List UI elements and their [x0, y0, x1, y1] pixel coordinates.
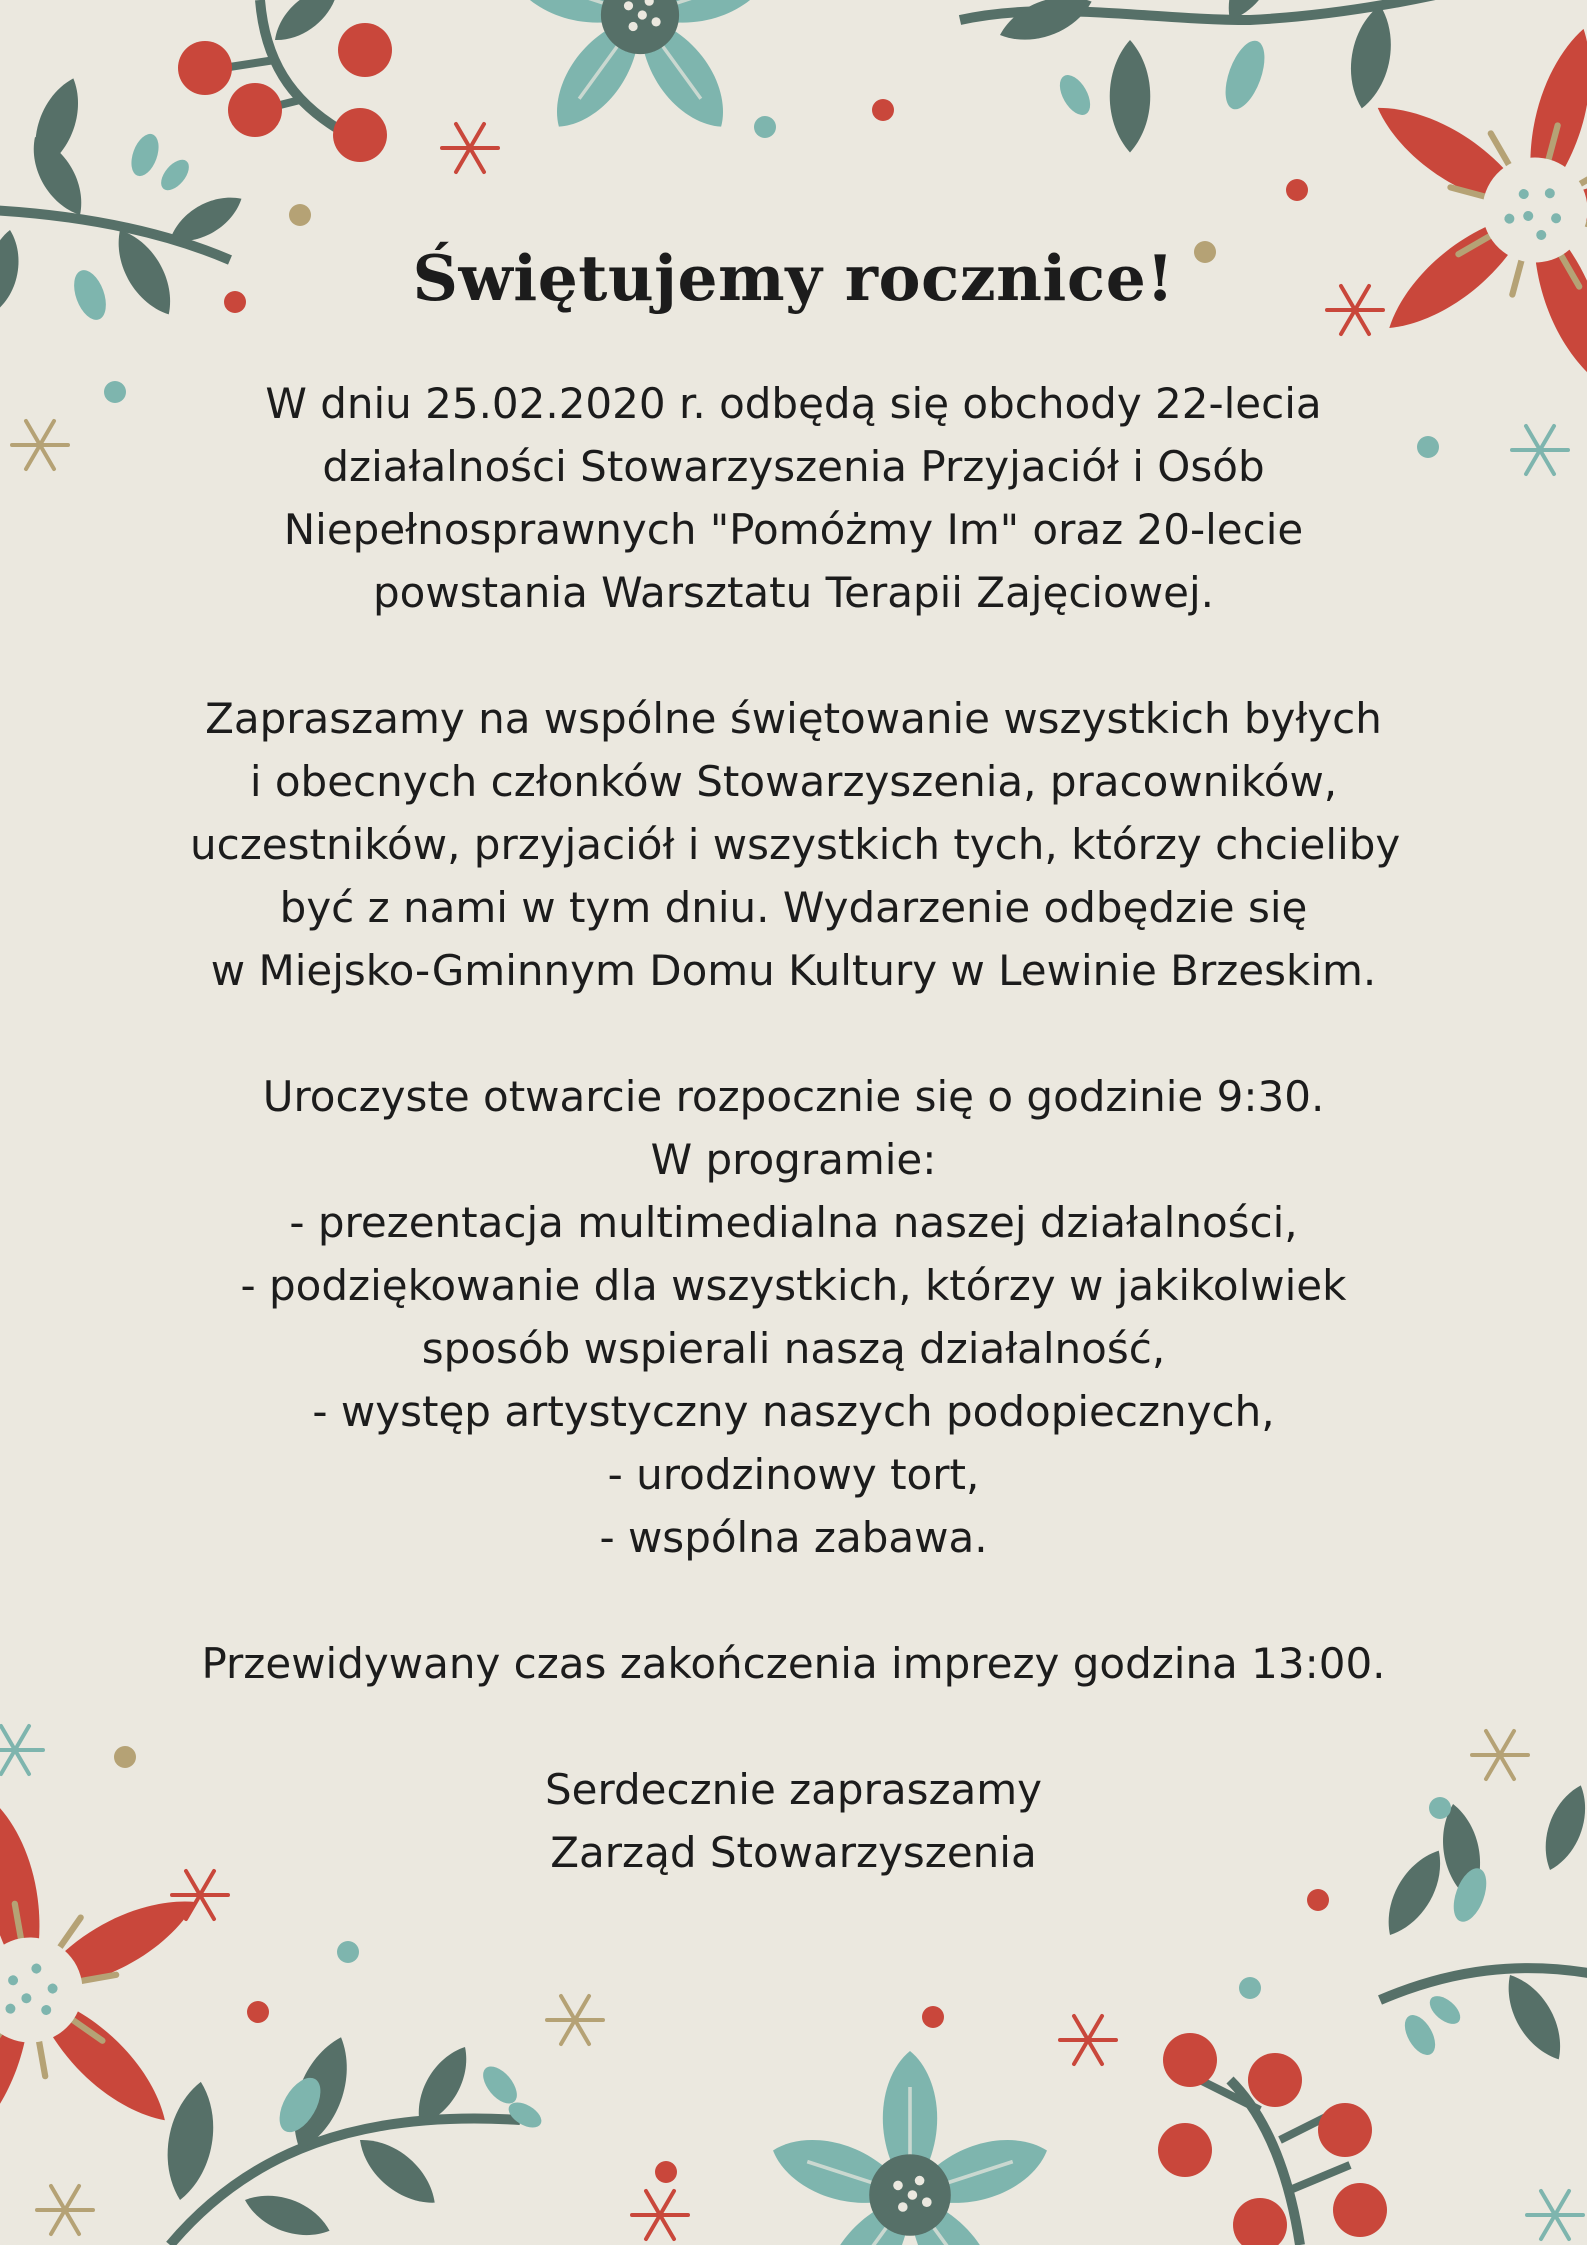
text-line: powstania Warsztatu Terapii Zajęciowej. — [373, 568, 1214, 617]
snowflake-icon — [442, 124, 498, 172]
program-item: - wspólna zabawa. — [599, 1513, 988, 1562]
page-title: Świętujemy rocznice! — [412, 241, 1175, 315]
text-line: i obecnych członków Stowarzyszenia, pracowników, — [249, 757, 1338, 806]
dot-icon — [922, 1977, 1261, 2028]
leaf-branch-icon — [159, 2030, 520, 2245]
signature-paragraph — [190, 1758, 1397, 1884]
text-line: uczestników, przyjaciół i wszystkich tych, którzy chcieliby — [190, 820, 1401, 869]
program-item: - urodzinowy tort, — [607, 1450, 980, 1499]
text-line: działalności Stowarzyszenia Przyjaciół i Osób — [322, 442, 1265, 491]
text-line: W dniu 25.02.2020 r. odbędą się obchody 22-lecia — [265, 379, 1322, 428]
program-item: - podziękowanie dla wszystkich, którzy w jakikolwiek — [240, 1261, 1347, 1310]
program-item: sposób wspierali naszą działalność, — [421, 1324, 1166, 1373]
berry-branch-icon — [1158, 2033, 1387, 2245]
snowflake-icon — [632, 2191, 688, 2239]
end-time-paragraph — [190, 1632, 1397, 1695]
text-line: Uroczyste otwarcie rozpocznie się o godzinie 9:30. — [262, 1072, 1325, 1121]
text-line: W programie: — [650, 1135, 937, 1184]
snowflake-icon — [1472, 1731, 1528, 1779]
signature-line: Zarząd Stowarzyszenia — [550, 1828, 1037, 1877]
text-line: być z nami w tym dniu. Wydarzenie odbędzie się — [279, 883, 1308, 932]
teal-flower-icon — [765, 2051, 1056, 2245]
document-body — [190, 240, 1401, 1884]
snowflake-icon — [0, 1726, 43, 1774]
text-line: Zapraszamy na wspólne świętowanie wszystkich byłych — [205, 694, 1382, 743]
snowflake-icon — [1527, 2191, 1583, 2239]
closing-line: Serdecznie zapraszamy — [544, 1765, 1043, 1814]
program-item: - prezentacja multimedialna naszej działalności, — [289, 1198, 1298, 1247]
snowflake-icon — [12, 421, 68, 469]
text-line: Niepełnosprawnych "Pomóżmy Im" oraz 20-lecie — [283, 505, 1304, 554]
program-paragraph — [190, 1065, 1397, 1569]
snowflake-icon — [1060, 2016, 1116, 2064]
program-item: - występ artystyczny naszych podopiecznych, — [312, 1387, 1275, 1436]
text-line: w Miejsko-Gminnym Domu Kultury w Lewinie Brzeskim. — [210, 946, 1377, 995]
intro-paragraph — [190, 372, 1397, 624]
text-line: Przewidywany czas zakończenia imprezy godzina 13:00. — [201, 1639, 1386, 1688]
invitation-paragraph — [190, 687, 1401, 1002]
snowflake-icon — [1512, 426, 1568, 474]
berry-branch-icon — [178, 0, 392, 162]
teal-flower-icon — [501, 0, 780, 142]
